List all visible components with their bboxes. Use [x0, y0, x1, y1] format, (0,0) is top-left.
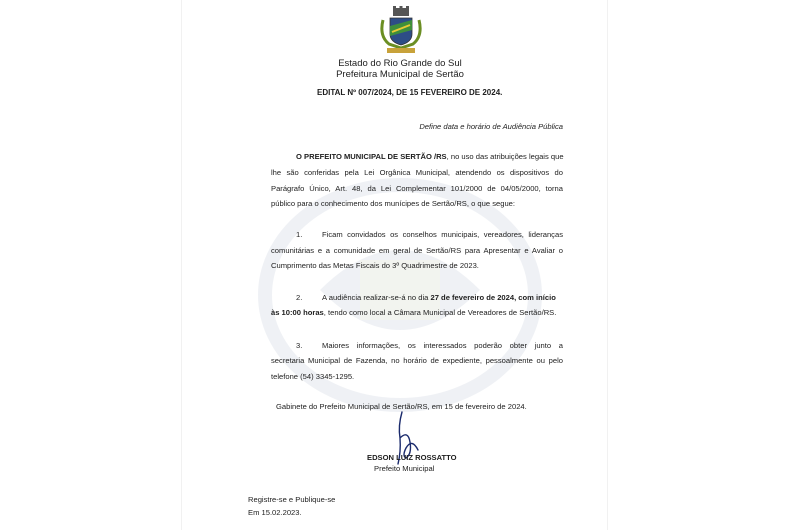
signer-role: Prefeito Municipal [374, 464, 435, 473]
item3-line-2: secretaria Municipal de Fazenda, no horário de expediente, pessoalmente ou pelo [271, 356, 563, 365]
item1-line-1: Ficam convidados os conselhos municipais, vereadores, lideranças [322, 230, 563, 239]
header-state: Estado do Rio Grande do Sul [338, 58, 462, 69]
item1-number: 1. [296, 230, 303, 239]
item2-date: 27 de fevereiro de 2024, com início [430, 293, 556, 302]
item2-line-2 [271, 307, 556, 319]
item2-text: A audiência realizar-se-á no dia [322, 293, 431, 302]
intro-line-2: lhe são conferidas pela Lei Orgânica Municipal, atendendo os dispositivos do [271, 168, 563, 177]
signer-name: EDSON LUIZ ROSSATTO [367, 453, 457, 462]
item3-line-1: Maiores informações, os interessados poderão obter junto a [322, 341, 563, 350]
intro-line-4: público para o conhecimento dos munícipes de Sertão/RS, o que segue: [271, 199, 515, 208]
item2-number: 2. [296, 293, 303, 302]
edital-title: EDITAL Nº 007/2024, DE 15 FEVEREIRO DE 2024. [317, 88, 503, 97]
item2-line-1 [322, 292, 556, 304]
closing-text: Gabinete do Prefeito Municipal de Sertão/RS, em 15 de fevereiro de 2024. [276, 402, 527, 411]
item1-line-2: comunitárias e a comunidade em geral de Sertão/RS para Apresentar e Avaliar o [271, 246, 563, 255]
coat-of-arms-logo [377, 6, 425, 56]
item2-location: , tendo como local a Câmara Municipal de Vereadores de Sertão/RS. [323, 308, 557, 317]
intro-line-1 [296, 151, 563, 163]
item1-line-3: Cumprimento das Metas Fiscais do 3º Quadrimestre de 2023. [271, 261, 479, 270]
intro-text: , no uso das atribuições legais que [446, 152, 564, 161]
item3-number: 3. [296, 341, 303, 350]
item2-time: às 10:00 horas [271, 308, 324, 317]
footer-line-2: Em 15.02.2023. [248, 508, 302, 517]
intro-line-3: Parágrafo Único, Art. 48, da Lei Complementar 101/2000 de 04/05/2000, torna [271, 184, 563, 193]
mayor-title: O PREFEITO MUNICIPAL DE SERTÃO /RS [296, 152, 447, 161]
header-prefecture: Prefeitura Municipal de Sertão [336, 69, 464, 80]
edital-subject: Define data e horário de Audiência Pública [419, 122, 563, 131]
item3-line-3: telefone (54) 3345-1295. [271, 372, 355, 381]
footer-line-1: Registre-se e Publique-se [248, 495, 336, 504]
